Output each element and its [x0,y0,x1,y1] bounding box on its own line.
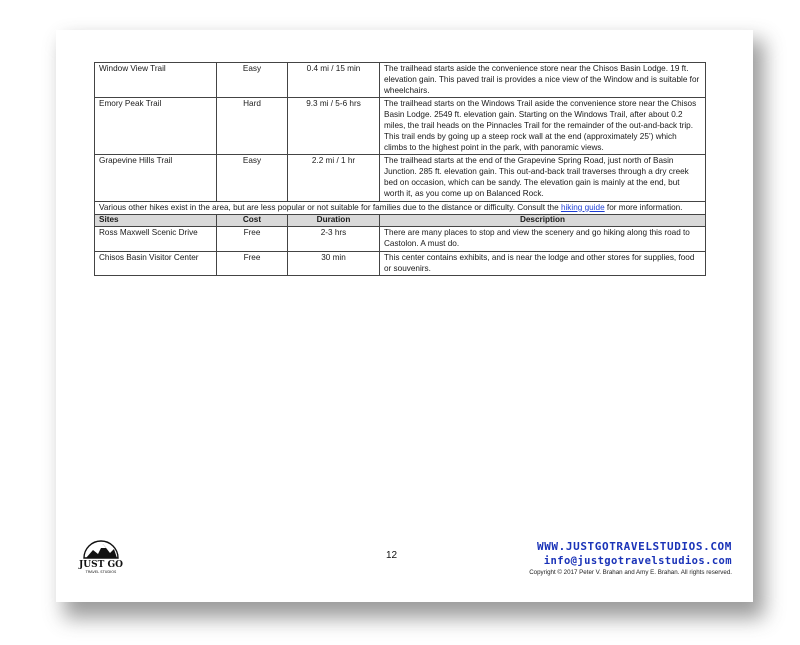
document-page [56,30,753,602]
just-go-logo [76,528,126,574]
site-duration: 2-3 hrs [288,227,380,252]
trail-name: Emory Peak Trail [95,98,217,155]
note-text-before: Various other hikes exist in the area, but are less popular or not suitable for families due to the distance or difficulty. Consult the [99,202,561,212]
trail-difficulty: Hard [217,98,288,155]
site-cost: Free [217,227,288,252]
site-duration: 30 min [288,251,380,276]
logo-subtitle: TRAVEL STUDIOS [85,570,117,574]
site-cost: Free [217,251,288,276]
page-number: 12 [386,550,398,561]
trail-name: Window View Trail [95,63,217,98]
trail-difficulty: Easy [217,155,288,201]
sites-column-header: Sites [95,215,217,227]
email-link[interactable]: info@justgotravelstudios.com [543,555,732,567]
table-row [95,98,706,155]
site-description: There are many places to stop and view the scenery and go hiking along this road to Castolon. A must do. [380,227,706,252]
trail-distance: 9.3 mi / 5-6 hrs [288,98,380,155]
site-name: Chisos Basin Visitor Center [95,251,217,276]
logo-title: JUST GO [79,560,123,570]
trail-name: Grapevine Hills Trail [95,155,217,201]
note-text-after: for more information. [604,202,683,212]
table-row [95,63,706,98]
description-column-header: Description [380,215,706,227]
trail-distance: 2.2 mi / 1 hr [288,155,380,201]
site-name: Ross Maxwell Scenic Drive [95,227,217,252]
trail-distance: 0.4 mi / 15 min [288,63,380,98]
table-row [95,227,706,252]
trail-description: The trailhead starts aside the convenience store near the Chisos Basin Lodge. 19 ft. elevation gain. This paved trail is provides a nice view of the Window and is suitable for wheelchairs. [380,63,706,98]
website-link[interactable]: WWW.JUSTGOTRAVELSTUDIOS.COM [536,540,732,553]
other-hikes-note [95,201,706,215]
site-description: This center contains exhibits, and is near the lodge and other stores for supplies, food or souvenirs. [380,251,706,276]
trail-description: The trailhead starts on the Windows Trail aside the convenience store near the Chisos Basin Lodge. 2549 ft. elevation gain. Starting on the Windows Trail, after about 0.2 miles, the trail heads on the Pinnacles Trail for the remainder of the out-and-back trip. This trail ends by going up a steep rock wall at the end (approximately 25’) which climbs to the highest point in the park, with panoramic views. [380,98,706,155]
trail-difficulty: Easy [217,63,288,98]
hikes-sites-table [94,62,706,276]
table-row [95,155,706,201]
sites-header-row [95,215,706,227]
note-row [95,201,706,215]
trail-description: The trailhead starts at the end of the Grapevine Spring Road, just north of Basin Junction. 285 ft. elevation gain. This out-and-back trail traverses through a dry creek bed on occasion, which can be sandy. The elevation gain is mainly at the end, but worth it, as you come up on Balanced Rock. [380,155,706,201]
table-row [95,251,706,276]
copyright-text: Copyright © 2017 Peter V. Brahan and Amy E. Brahan. All rights reserved. [529,569,732,576]
cost-column-header: Cost [217,215,288,227]
hiking-guide-link[interactable]: hiking guide [560,202,605,212]
duration-column-header: Duration [288,215,380,227]
